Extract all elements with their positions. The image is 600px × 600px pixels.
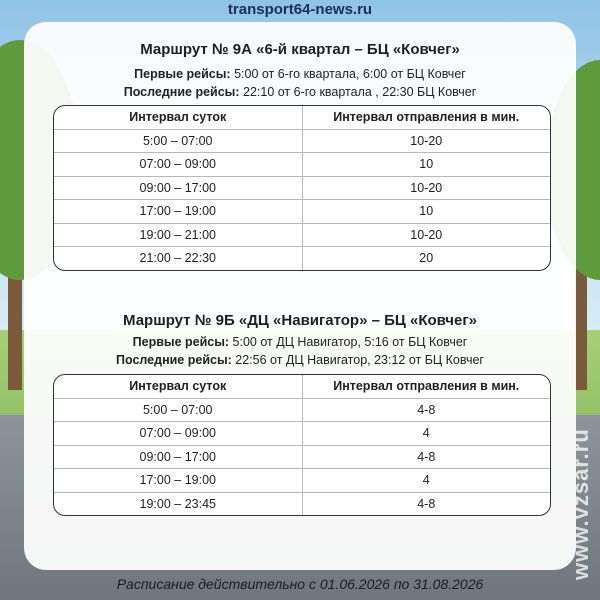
table-header-row xyxy=(54,106,550,129)
route-9b-title: Маршрут № 9Б «ДЦ «Навигатор» – БЦ «Ковчег» xyxy=(123,312,477,329)
time-range-cell: 09:00 – 17:00 xyxy=(139,180,216,195)
column-header: Интервал отправления в мин. xyxy=(302,375,551,398)
table-row xyxy=(54,468,550,492)
time-range-cell: 17:00 – 19:00 xyxy=(139,204,216,218)
route-9a-last-trips xyxy=(24,85,576,99)
table-row xyxy=(54,223,550,247)
interval-cell: 10 xyxy=(302,200,551,223)
route-9b-table xyxy=(53,374,551,516)
last-trips-text: 22:10 от 6-го квартала , 22:30 БЦ Ковчег xyxy=(243,85,477,99)
validity-footer: Расписание действительно с 01.06.2026 по 31.08.2026 xyxy=(116,576,484,592)
table-row xyxy=(54,246,550,270)
table-row xyxy=(54,421,550,445)
first-trips-label: Первые рейсы: xyxy=(134,67,231,81)
interval-cell: 4-8 xyxy=(302,399,551,422)
interval-cell: 4-8 xyxy=(302,446,551,469)
interval-cell: 4 xyxy=(302,469,551,492)
interval-cell: 20 xyxy=(302,247,551,270)
table-row xyxy=(54,445,550,469)
interval-cell: 10-20 xyxy=(302,130,551,153)
interval-cell: 4-8 xyxy=(302,493,551,516)
column-header: Интервал суток xyxy=(129,379,227,393)
time-range-cell: 09:00 – 17:00 xyxy=(139,449,216,464)
last-trips-label: Последние рейсы: xyxy=(116,353,232,367)
time-range-cell: 5:00 – 07:00 xyxy=(142,402,213,417)
time-range-cell: 07:00 – 09:00 xyxy=(139,157,216,171)
last-trips-label: Последние рейсы: xyxy=(123,85,240,99)
first-trips-label: Первые рейсы: xyxy=(132,335,230,349)
first-trips-text: 5:00 от ДЦ Навигатор, 5:16 от БЦ Ковчег xyxy=(232,335,468,349)
source-header: transport64-news.ru xyxy=(227,1,373,18)
table-row xyxy=(54,129,550,153)
route-9b-first-trips xyxy=(24,335,576,349)
table-row xyxy=(54,152,550,176)
table-row xyxy=(54,199,550,223)
interval-cell: 4 xyxy=(302,422,551,445)
time-range-cell: 5:00 – 07:00 xyxy=(142,133,213,148)
first-trips-text: 5:00 от 6-го квартала, 6:00 от БЦ Ковчег xyxy=(234,67,466,81)
watermark: www.vzsar.ru xyxy=(568,428,593,580)
time-range-cell: 07:00 – 09:00 xyxy=(139,426,216,440)
route-9b-last-trips xyxy=(24,353,576,367)
time-range-cell: 21:00 – 22:30 xyxy=(139,251,216,265)
time-range-cell: 19:00 – 21:00 xyxy=(139,227,216,242)
column-header: Интервал отправления в мин. xyxy=(302,106,551,129)
schedule-card xyxy=(24,22,576,570)
table-row xyxy=(54,398,550,422)
interval-cell: 10-20 xyxy=(302,224,551,247)
interval-cell: 10-20 xyxy=(302,177,551,200)
route-9a-title: Маршрут № 9А «6-й квартал – БЦ «Ковчег» xyxy=(140,41,460,58)
column-header: Интервал суток xyxy=(129,110,227,124)
interval-cell: 10 xyxy=(302,153,551,176)
time-range-cell: 17:00 – 19:00 xyxy=(139,473,216,487)
time-range-cell: 19:00 – 23:45 xyxy=(139,496,216,511)
table-row xyxy=(54,176,550,200)
route-9a-first-trips xyxy=(24,67,576,81)
last-trips-text: 22:56 от ДЦ Навигатор, 23:12 от БЦ Ковчег xyxy=(235,353,484,367)
table-header-row xyxy=(54,375,550,398)
table-row xyxy=(54,492,550,516)
route-9a-table xyxy=(53,105,551,271)
